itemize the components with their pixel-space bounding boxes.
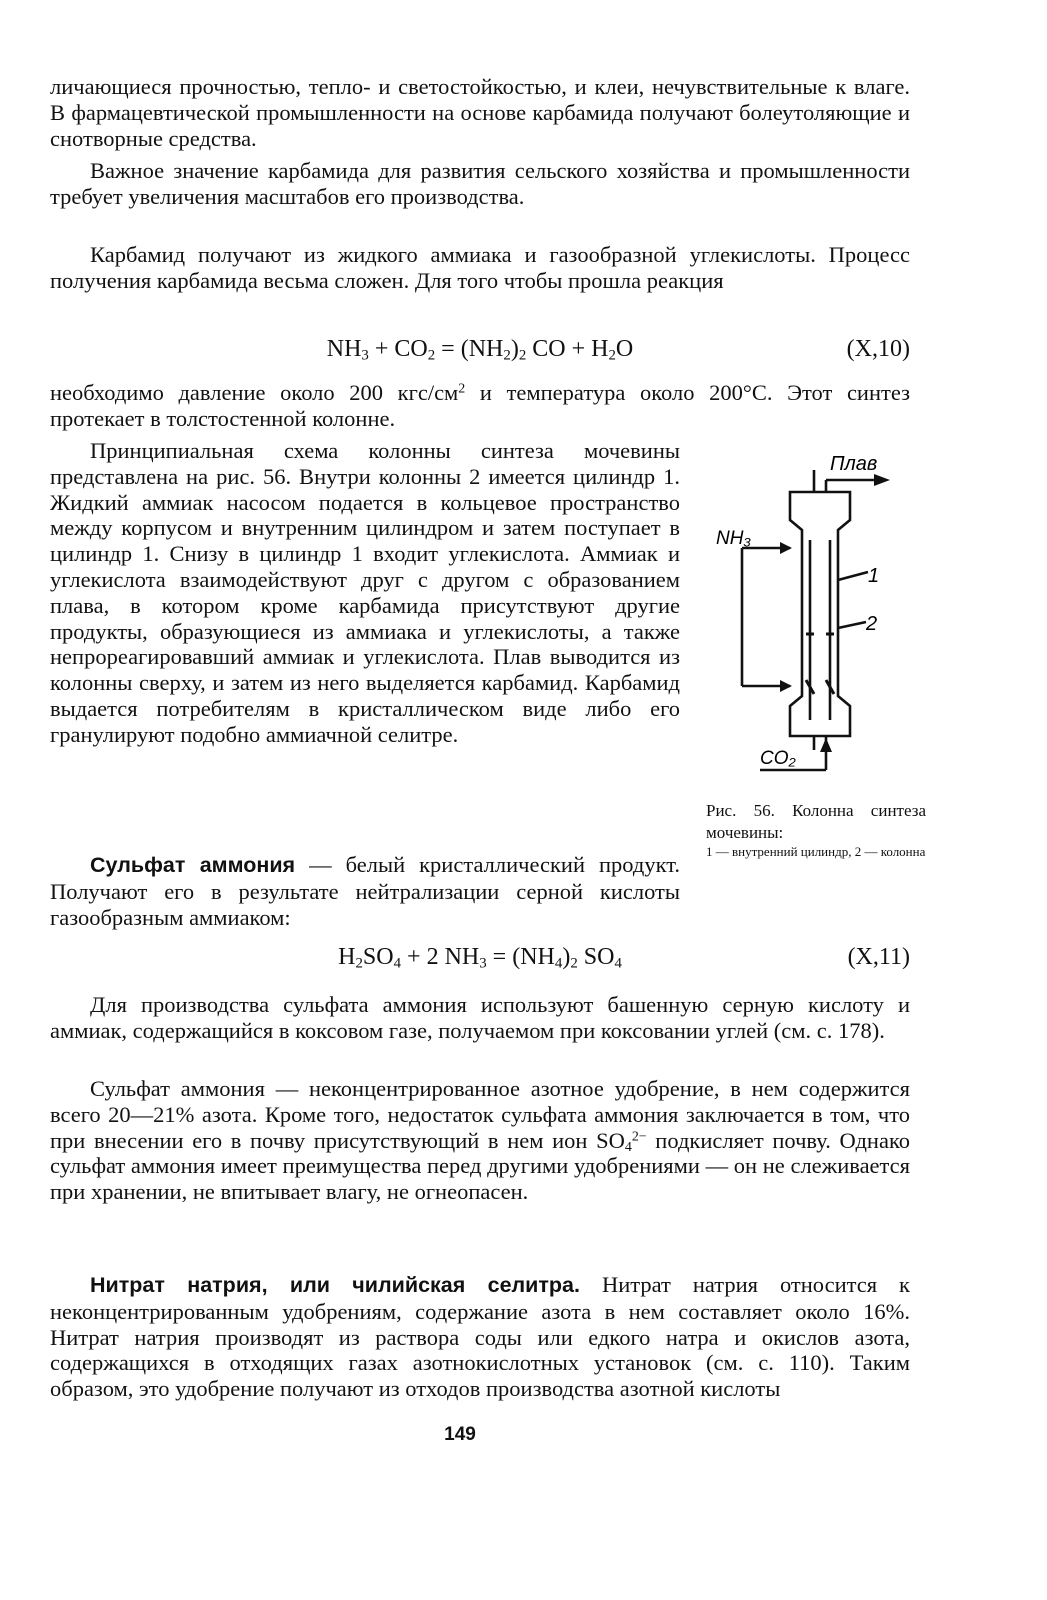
co2-arrow-head (820, 738, 832, 752)
figure-caption (706, 800, 926, 860)
paragraph-8: Сульфат аммония — неконцентрированное азотное удобрение, в нем содержится всего 20—21% азота. Кроме того, недостаток сульфата аммония заключается в том, что при внесении его в почву присутствующий в нем ион $SO_4^{2-}$ подкисляет почву. Однако сульфат аммония имеет преимущества перед другими удобрениями — он не слеживается при хранении, не впитывает влагу, не огнеопасен. (50, 1076, 910, 1205)
part-2-label: 2 (866, 613, 878, 635)
nh3-lower-arrow-head (780, 680, 792, 692)
label-2-leader (838, 622, 866, 628)
label-1-leader (838, 572, 868, 580)
caption-title: Рис. 56. Колонна синтеза мочевины: (706, 801, 926, 842)
paragraph-7: Для производства сульфата аммония используют башенную серную кислоту и аммиак, содержащийся в коксовом газе, получаемом при коксовании углей (см. с. 178). (50, 992, 910, 1043)
caption-legend: 1 — внутренний цилиндр, 2 — колонна (706, 844, 926, 859)
paragraph-2: Важное значение карбамида для развития сельского хозяйства и промышленности требует увеличения масштабов его производства. (50, 158, 910, 209)
equation-formula: $H_2SO_4 + 2$ $NH_3 = (NH_4)_2$ $SO_4$ (338, 944, 622, 972)
equation-number: (X,11) (847, 944, 910, 970)
melt-label: Плав (830, 453, 878, 475)
nh3-label: NH₃ (716, 528, 751, 549)
nh3-upper-arrow-head (780, 542, 792, 554)
page-number: 149 (444, 1424, 476, 1445)
paragraph-6: Сульфат аммония — белый кристаллический продукт. Получают его в результате нейтрализации серной кислоты газообразным аммиаком: (50, 852, 680, 930)
paragraph-1: личающиеся прочностью, тепло- и светостойкостью, и клеи, нечувствительные к влаге. В фармацевтической промышленности на основе карбамида получают болеутоляющие и снотворные средства. (50, 74, 910, 151)
paragraph-9: Нитрат натрия, или чилийская селитра. Нитрат натрия относится к неконцентрированным удобрениям, содержание азота в нем составляет около 16%. Нитрат натрия производят из раствора соды или едкого натра и окислов азота, содержащихся в отходящих газах азотнокислотных установок (см. с. 110). Таким образом, это удобрение получают из отходов производства азотной кислоты (50, 1272, 910, 1402)
equation-x11 (50, 944, 910, 976)
co2-label: CO₂ (760, 748, 796, 769)
part-1-label: 1 (868, 565, 880, 587)
column-shell (790, 492, 850, 736)
paragraph-3: Карбамид получают из жидкого аммиака и газообразной углекислоты. Процесс получения карбамида весьма сложен. Для того чтобы прошла реакция (50, 242, 910, 293)
equation-x10 (50, 336, 910, 368)
equation-number: (X,10) (846, 336, 910, 362)
figure-56-column-diagram (700, 450, 940, 790)
paragraph-5: Принципиальная схема колонны синтеза мочевины представлена на рис. 56. Внутри колонны 2 имеется цилиндр 1. Жидкий аммиак насосом подается в кольцевое пространство между корпусом и внутренним цилиндром и затем поступает в цилиндр 1. Снизу в цилиндр 1 входит углекислота. Аммиак и углекислота взаимодействуют друг с другом с образованием плава, в котором кроме карбамида присутствуют другие продукты, образующиеся из аммиака и углекислоты, а также непрореагировавший аммиак и углекислота. Плав выводится из колонны сверху, и затем из него выделяется карбамид. Карбамид выдается потребителям в кристаллическом виде либо его гранулируют подобно аммиачной селитре. (50, 438, 680, 747)
equation-formula: $NH_3 + CO_2 = (NH_2)_2$ CO + $H_2O$ (326, 336, 634, 364)
paragraph-4: необходимо давление около 200 кгс/$см^2$ и температура около 200°С. Этот синтез протекает в толстостенной колонне. (50, 380, 910, 431)
